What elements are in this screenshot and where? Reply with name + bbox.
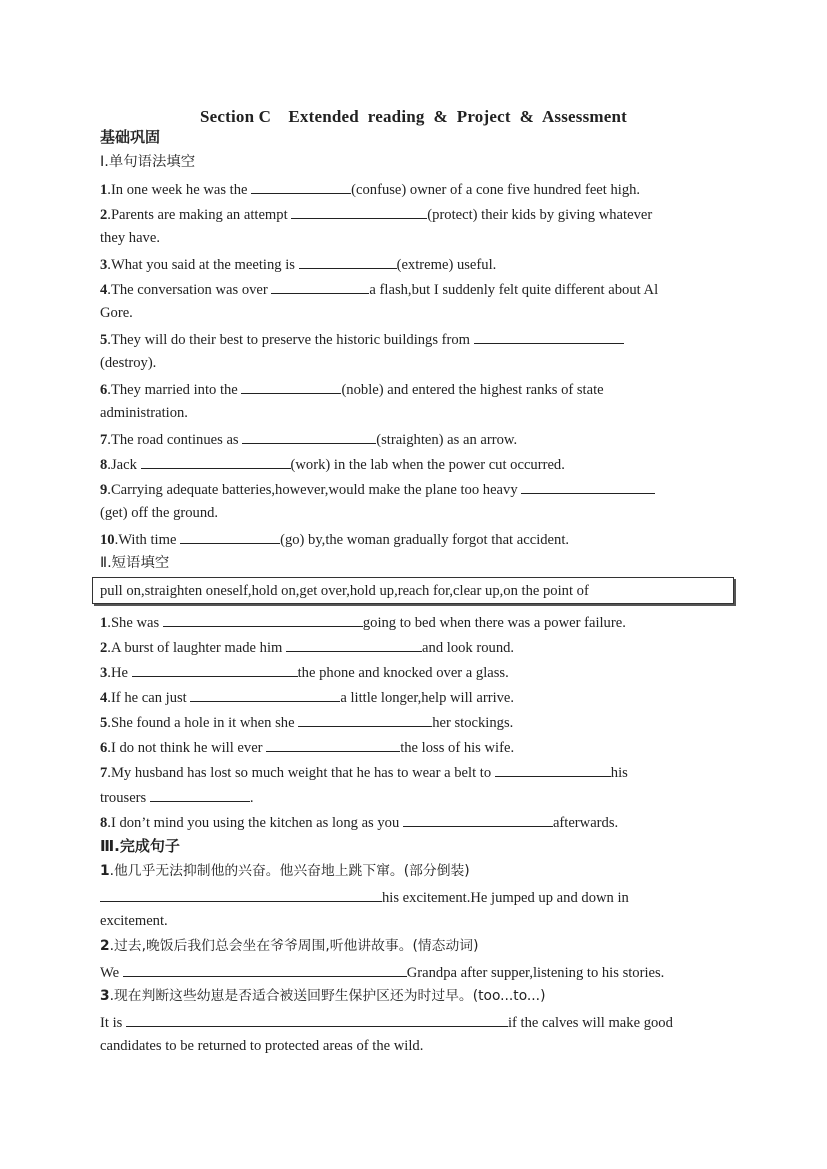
- part1-question-5: [100, 329, 740, 349]
- question-text: .She was: [107, 615, 163, 631]
- question-number: 5: [100, 715, 108, 731]
- part2-question-5: [100, 712, 740, 732]
- answer-blank[interactable]: [141, 454, 291, 469]
- answer-blank[interactable]: [123, 962, 407, 977]
- answer-blank[interactable]: [241, 379, 341, 394]
- answer-blank[interactable]: [299, 254, 397, 269]
- question-text: .I don’t mind you using the kitchen as long as you: [107, 815, 403, 831]
- part3-question-2: [100, 937, 740, 955]
- question-text: .My husband has lost so much weight that he has to wear a belt to: [107, 765, 495, 781]
- question-number: 2: [100, 207, 108, 223]
- question-text: We: [100, 965, 123, 981]
- part1-question-6-cont: administration.: [100, 405, 188, 421]
- part3-question-3-answer: [100, 1012, 740, 1032]
- question-text: .They married into the: [107, 382, 242, 398]
- question-text: .He: [107, 665, 132, 681]
- answer-blank[interactable]: [474, 329, 624, 344]
- part1-question-4-cont: Gore.: [100, 305, 133, 321]
- question-text: .She found a hole in it when she: [107, 715, 299, 731]
- question-text: .Parents are making an attempt: [107, 207, 292, 223]
- part1-question-2: [100, 204, 740, 224]
- question-number: 8: [100, 457, 108, 473]
- question-number: 2: [100, 640, 108, 656]
- question-text: .: [249, 790, 254, 806]
- question-text: .What you said at the meeting is: [107, 257, 299, 273]
- part1-heading: Ⅰ.单句语法填空: [100, 154, 196, 170]
- question-text: going to bed when there was a power failure.: [362, 615, 626, 631]
- question-text: .With time: [114, 532, 181, 548]
- part2-question-8: [100, 812, 740, 832]
- answer-blank[interactable]: [251, 179, 351, 194]
- part3-question-1: [100, 862, 740, 880]
- question-number: 3: [100, 665, 108, 681]
- question-text: (extreme) useful.: [396, 257, 497, 273]
- answer-blank[interactable]: [291, 204, 427, 219]
- answer-blank[interactable]: [100, 887, 382, 902]
- question-text: afterwards.: [552, 815, 619, 831]
- answer-blank[interactable]: [132, 662, 298, 677]
- question-number: 1: [100, 863, 110, 879]
- answer-blank[interactable]: [190, 687, 340, 702]
- question-text: .Carrying adequate batteries,however,would make the plane too heavy: [107, 482, 522, 498]
- answer-blank[interactable]: [126, 1012, 508, 1027]
- part2-heading: Ⅱ.短语填空: [100, 555, 170, 571]
- question-number: 4: [100, 282, 108, 298]
- question-text: .They will do their best to preserve the historic buildings from: [107, 332, 474, 348]
- question-text: .I do not think he will ever: [107, 740, 267, 756]
- part2-question-3: [100, 662, 740, 682]
- question-text: the loss of his wife.: [400, 740, 515, 756]
- part2-question-1: [100, 612, 740, 632]
- part1-question-3: [100, 254, 740, 274]
- part1-question-1: [100, 179, 740, 199]
- question-text: her stockings.: [432, 715, 514, 731]
- answer-blank[interactable]: [495, 762, 611, 777]
- question-text: .Jack: [107, 457, 141, 473]
- part2-question-7: [100, 762, 740, 782]
- question-text: trousers: [100, 790, 150, 806]
- answer-blank[interactable]: [403, 812, 553, 827]
- part3-question-1-cont: excitement.: [100, 913, 168, 929]
- question-number: 3: [100, 257, 108, 273]
- answer-blank[interactable]: [150, 787, 250, 802]
- question-number: 5: [100, 332, 108, 348]
- part1-question-8: [100, 454, 740, 474]
- section-heading-basics: 基础巩固: [100, 128, 161, 146]
- page-title: Section C Extended reading & Project & Assessment: [199, 107, 628, 126]
- chinese-prompt: .过去,晚饭后我们总会坐在爷爷周围,听他讲故事。(情态动词): [109, 938, 479, 954]
- question-number: 6: [100, 740, 108, 756]
- answer-blank[interactable]: [286, 637, 422, 652]
- part1-question-10: [100, 529, 740, 549]
- part1-question-9-cont: (get) off the ground.: [100, 505, 219, 521]
- phrase-box: pull on,straighten oneself,hold on,get over,hold up,reach for,clear up,on the point of: [92, 577, 734, 604]
- chinese-prompt: .他几乎无法抑制他的兴奋。他兴奋地上跳下窜。(部分倒装): [109, 863, 470, 879]
- question-text: (noble) and entered the highest ranks of state: [341, 382, 604, 398]
- part1-question-4: [100, 279, 740, 299]
- question-number: 7: [100, 765, 108, 781]
- question-text: .If he can just: [107, 690, 191, 706]
- question-text: (go) by,the woman gradually forgot that accident.: [280, 532, 570, 548]
- part3-heading: Ⅲ.完成句子: [100, 837, 180, 855]
- question-number: 1: [100, 182, 108, 198]
- part3-question-1-answer: [100, 887, 740, 907]
- question-text: .In one week he was the: [107, 182, 252, 198]
- part2-question-7-cont: [100, 787, 740, 807]
- question-text: (protect) their kids by giving whatever: [427, 207, 653, 223]
- question-text: a flash,but I suddenly felt quite different about Al: [369, 282, 659, 298]
- part3-question-3-cont: candidates to be returned to protected areas of the wild.: [100, 1038, 424, 1054]
- question-number: 4: [100, 690, 108, 706]
- question-number: 3: [100, 988, 110, 1004]
- question-number: 7: [100, 432, 108, 448]
- answer-blank[interactable]: [163, 612, 363, 627]
- part1-question-5-cont: (destroy).: [100, 355, 157, 371]
- question-text: his excitement.He jumped up and down in: [382, 890, 629, 906]
- answer-blank[interactable]: [266, 737, 400, 752]
- answer-blank[interactable]: [298, 712, 432, 727]
- answer-blank[interactable]: [521, 479, 655, 494]
- part3-question-2-answer: [100, 962, 740, 982]
- part1-question-2-cont: they have.: [100, 230, 160, 246]
- part1-question-9: [100, 479, 740, 499]
- question-number: 1: [100, 615, 108, 631]
- question-number: 9: [100, 482, 108, 498]
- question-text: (work) in the lab when the power cut occurred.: [290, 457, 565, 473]
- question-number: 10: [100, 532, 115, 548]
- question-number: 6: [100, 382, 108, 398]
- question-text: the phone and knocked over a glass.: [297, 665, 509, 681]
- question-text: (confuse) owner of a cone five hundred feet high.: [351, 182, 641, 198]
- answer-blank[interactable]: [180, 529, 280, 544]
- answer-blank[interactable]: [271, 279, 369, 294]
- part1-question-6: [100, 379, 740, 399]
- chinese-prompt: .现在判断这些幼崽是否适合被送回野生保护区还为时过早。(too...to...): [109, 988, 546, 1004]
- question-text: and look round.: [422, 640, 515, 656]
- answer-blank[interactable]: [242, 429, 376, 444]
- part2-question-4: [100, 687, 740, 707]
- question-number: 8: [100, 815, 108, 831]
- question-text: .The conversation was over: [107, 282, 272, 298]
- question-text: (straighten) as an arrow.: [376, 432, 518, 448]
- question-text: Grandpa after supper,listening to his stories.: [406, 965, 665, 981]
- part3-question-3: [100, 987, 740, 1005]
- question-text: .The road continues as: [107, 432, 243, 448]
- part1-question-7: [100, 429, 740, 449]
- question-number: 2: [100, 938, 110, 954]
- question-text: .A burst of laughter made him: [107, 640, 287, 656]
- question-text: It is: [100, 1015, 126, 1031]
- part2-question-6: [100, 737, 740, 757]
- question-text: his: [610, 765, 628, 781]
- part2-question-2: [100, 637, 740, 657]
- question-text: if the calves will make good: [507, 1015, 673, 1031]
- question-text: a little longer,help will arrive.: [340, 690, 515, 706]
